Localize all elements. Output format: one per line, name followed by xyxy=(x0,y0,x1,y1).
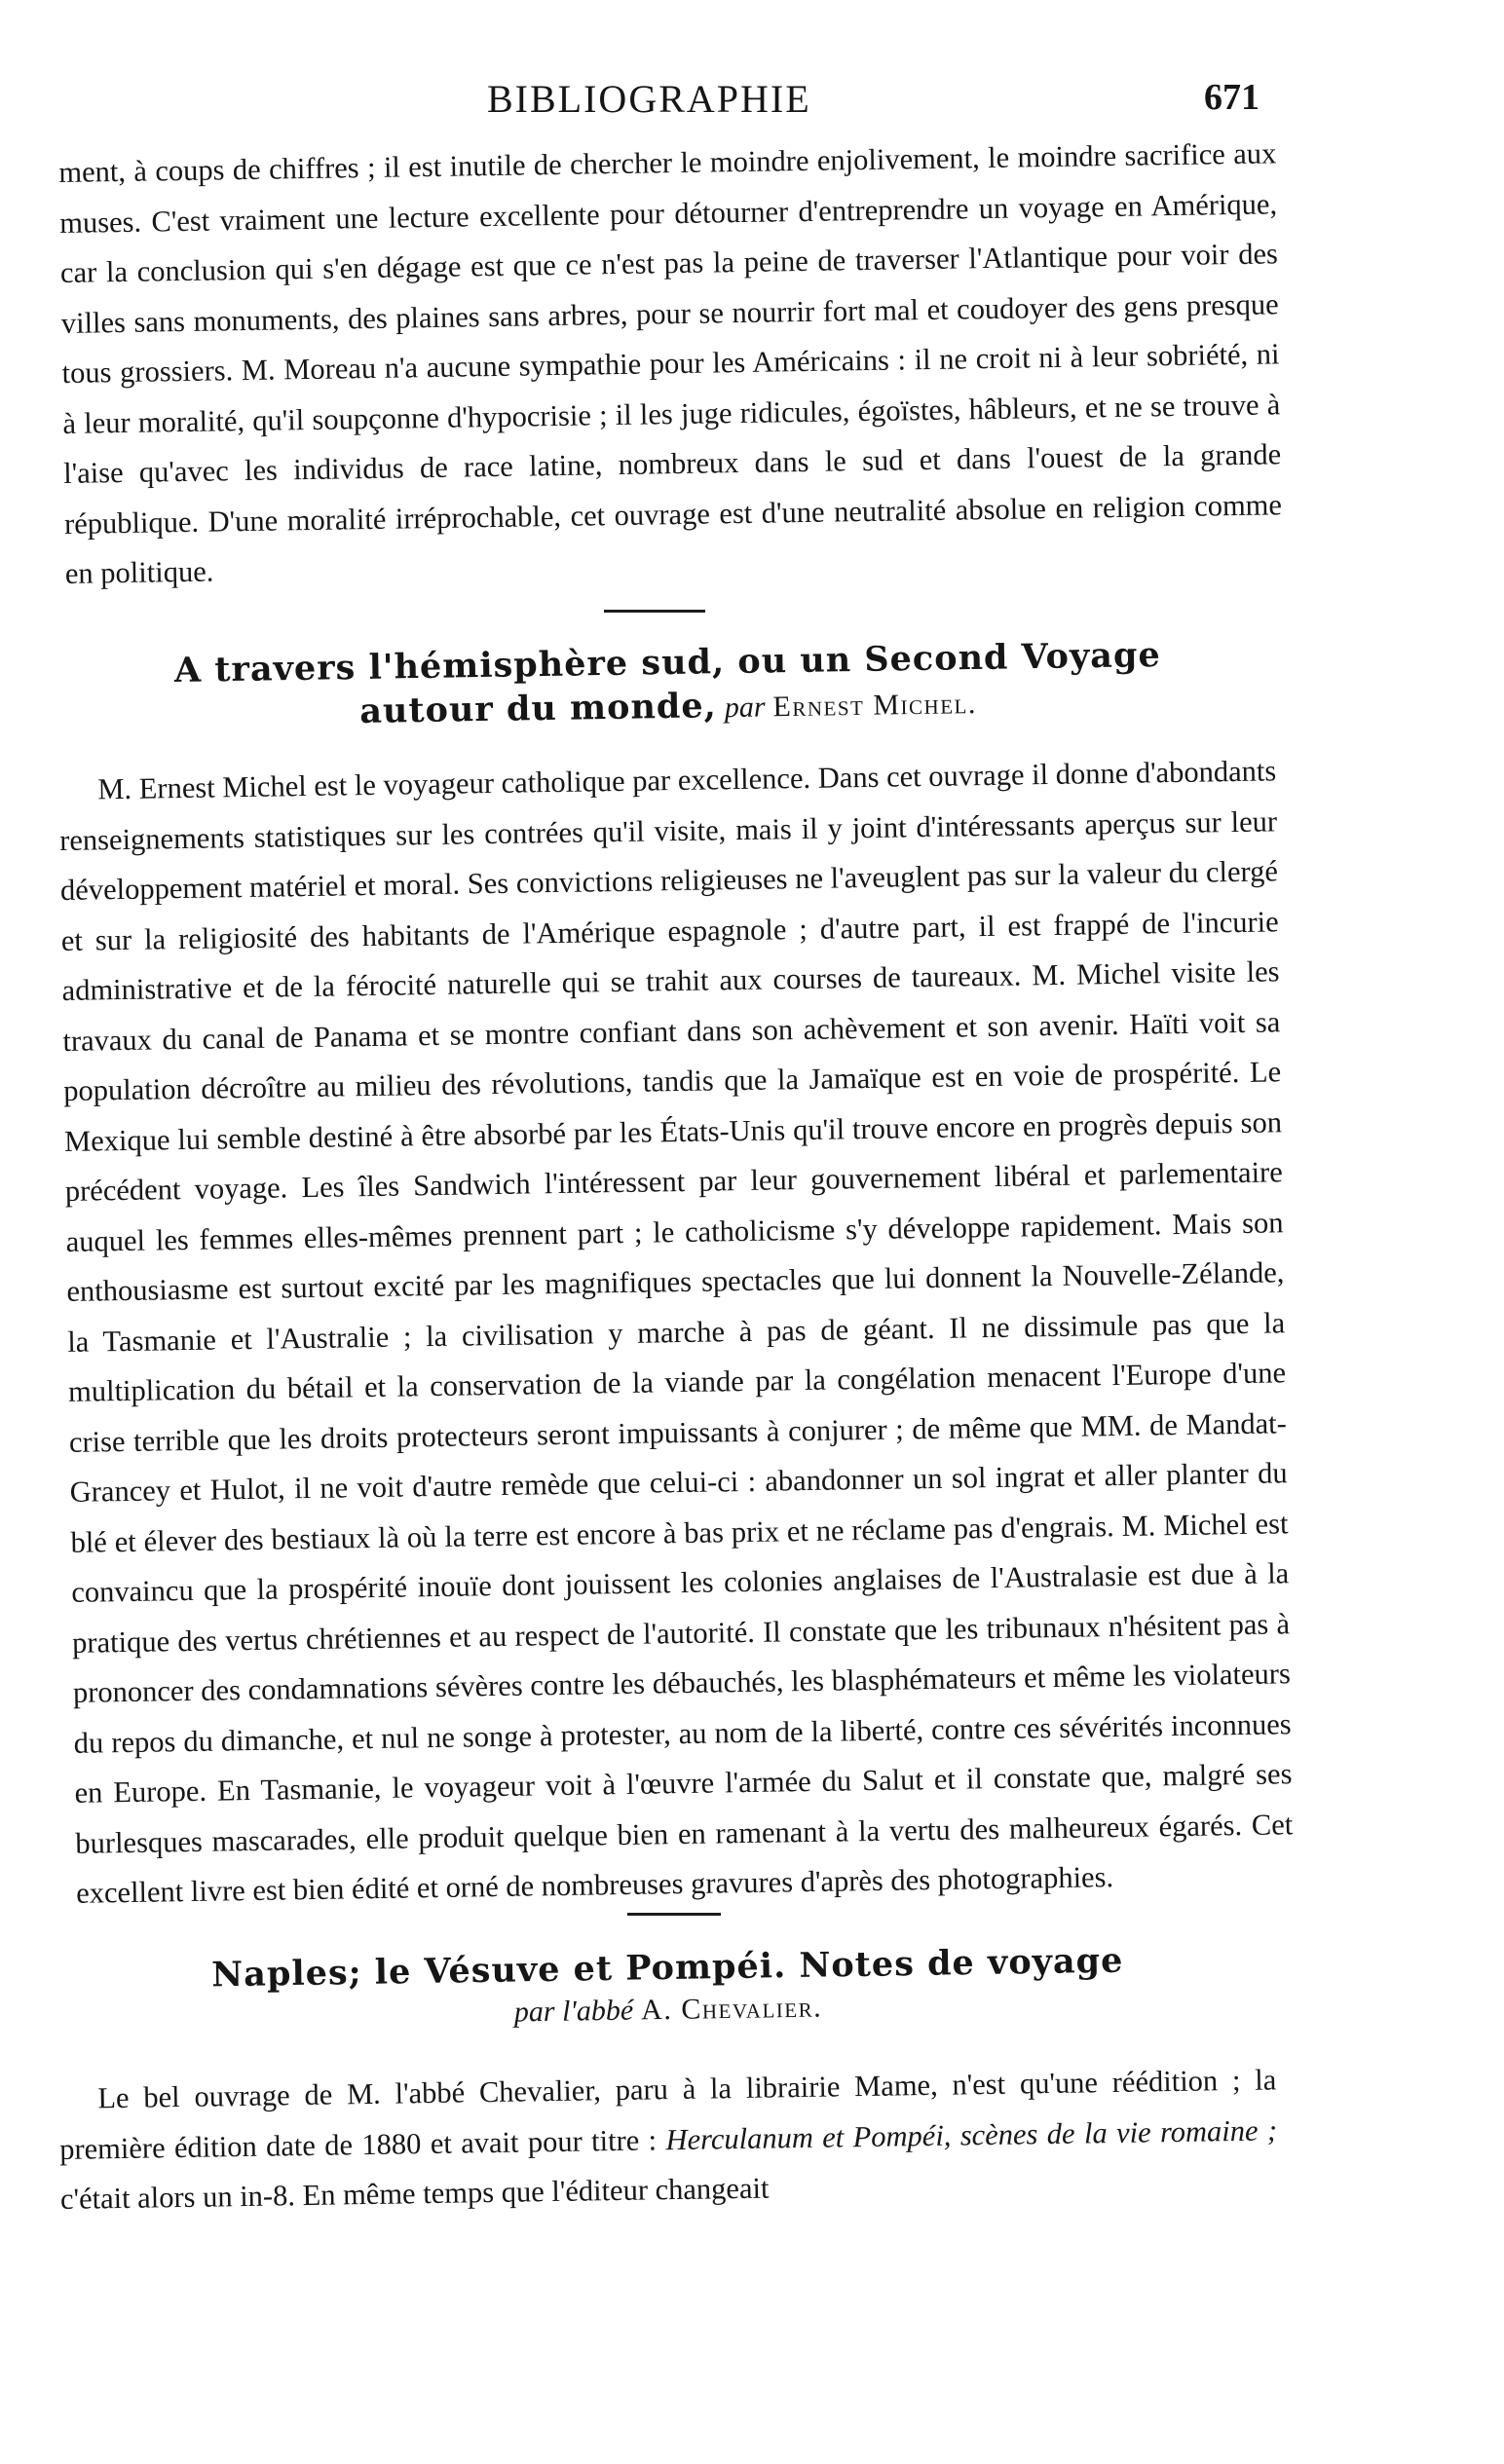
review-text: Le bel ouvrage de M. l'abbé Chevalier, paru à la librairie Mame, n'est qu'une réédition ; la première édition date de 1880 et avait pour titre : xyxy=(58,2063,1277,2166)
section-divider xyxy=(627,1913,721,1916)
review-heading xyxy=(58,633,1277,736)
running-header xyxy=(0,76,1504,134)
review-title: A travers l'hémisphère sud, ou un Second Voyage xyxy=(173,635,1161,691)
review-paragraph xyxy=(58,2055,1278,2224)
review-title: Naples; le Vésuve et Pompéi. Notes de voyage xyxy=(210,1940,1124,1996)
page-number: 671 xyxy=(1204,77,1260,118)
byline-par: par l'abbé xyxy=(513,1994,634,2029)
review-heading xyxy=(58,1938,1277,2036)
review-paragraph: M. Ernest Michel est le voyageur catholique par excellence. Dans cet ouvrage il donne d'abondants renseignements statistiques sur les contrées qu'il visite, mais il y joint d'intéressants aperçus sur leur développement matériel et moral. Ses convictions religieuses ne l'aveuglent pas sur la valeur du clergé et sur la religiosité des habitants de l'Amérique espagnole ; d'autre part, il est frappé de l'incurie administrative et de la férocité naturelle qui se trahit aux courses de taureaux. M. Michel visite les travaux du canal de Panama et se montre confiant dans son achèvement et son avenir. Haïti voit sa population décroître au milieu des révolutions, tandis que la Jamaïque est en voie de prospérité. Le Mexique lui semble destiné à être absorbé par les États-Unis qu'il trouve encore en progrès depuis son précédent voyage. Les îles Sandwich l'intéressent par leur gouvernement libéral et parlementaire auquel les femmes elles-mêmes prennent part ; le catholicisme s'y développe rapidement. Mais son enthousiasme est surtout excité par les magnifiques spectacles que lui donnent la Nouvelle-Zélande, la Tasmanie et l'Australie ; la civilisation y marche à pas de géant. Il ne dissimule pas que la multiplication du bétail et la conservation de la viande par la congélation menacent l'Europe d'une crise terrible que les droits protecteurs seront impuissants à conjurer ; de même que MM. de Mandat-Grancey et Hulot, il ne voit d'autre remède que celui-ci : abandonner un sol ingrat et aller planter du blé et élever des bestiaux là où la terre est encore à bas prix et ne réclame pas d'engrais. M. Michel est convaincu que la prospérité inouïe dont jouissent les colonies anglaises de l'Australasie est due à la pratique des vertus chrétiennes et au respect de l'autorité. Il constate que les tribunaux n'hésitent pas à prononcer des condamnations sévères contre les débauchés, les blasphémateurs et même les violateurs du repos du dimanche, et nul ne songe à protester, au nom de la liberté, contre ces sévérités inconnues en Europe. En Tasmanie, le voyageur voit à l'œuvre l'armée du Salut et il constate que, malgré ses burlesques mascarades, elle produit quelque bien en ramenant à la vertu des malheureux égarés. Cet excellent livre est bien édité et orné de nombreuses gravures d'après des photographies. xyxy=(58,754,1294,1910)
review-author: Ernest Michel. xyxy=(772,688,978,724)
review-title-continuation: autour du monde, xyxy=(358,686,718,731)
continuation-block xyxy=(58,136,1283,600)
review-body-block xyxy=(58,2063,1278,2225)
review-text: c'était alors un in-8. En même temps que l'éditeur changeait xyxy=(59,2171,770,2216)
running-title: BIBLIOGRAPHIE xyxy=(487,77,811,121)
section-divider xyxy=(604,610,705,613)
review-body-block xyxy=(58,754,1294,1920)
byline-par: par xyxy=(724,691,766,725)
review-author: A. Chevalier. xyxy=(640,1991,823,2027)
continuation-paragraph: ment, à coups de chiffres ; il est inutile de chercher le moindre enjolivement, le moindre sacrifice aux muses. C'est vraiment une lecture excellente pour détourner d'entreprendre un voyage en Amérique, car la conclusion qui s'en dégage est que ce n'est pas la peine de traverser l'Atlantique pour voir des villes sans monuments, des plaines sans arbres, pour se nourrir fort mal et coudoyer des gens presque tous grossiers. M. Moreau n'a aucune sympathie pour les Américains : il ne croit ni à leur sobriété, ni à leur moralité, qu'il soupçonne d'hypocrisie ; il les juge ridicules, égoïstes, hâbleurs, et ne se trouve à l'aise qu'avec les individus de race latine, nombreux dans le sud et dans l'ouest de la grande république. D'une moralité irréprochable, cet ouvrage est d'une neutralité absolue en religion comme en politique. xyxy=(58,136,1283,590)
review-text-italic: Herculanum et Pompéi, scènes de la vie romaine ; xyxy=(665,2112,1278,2156)
